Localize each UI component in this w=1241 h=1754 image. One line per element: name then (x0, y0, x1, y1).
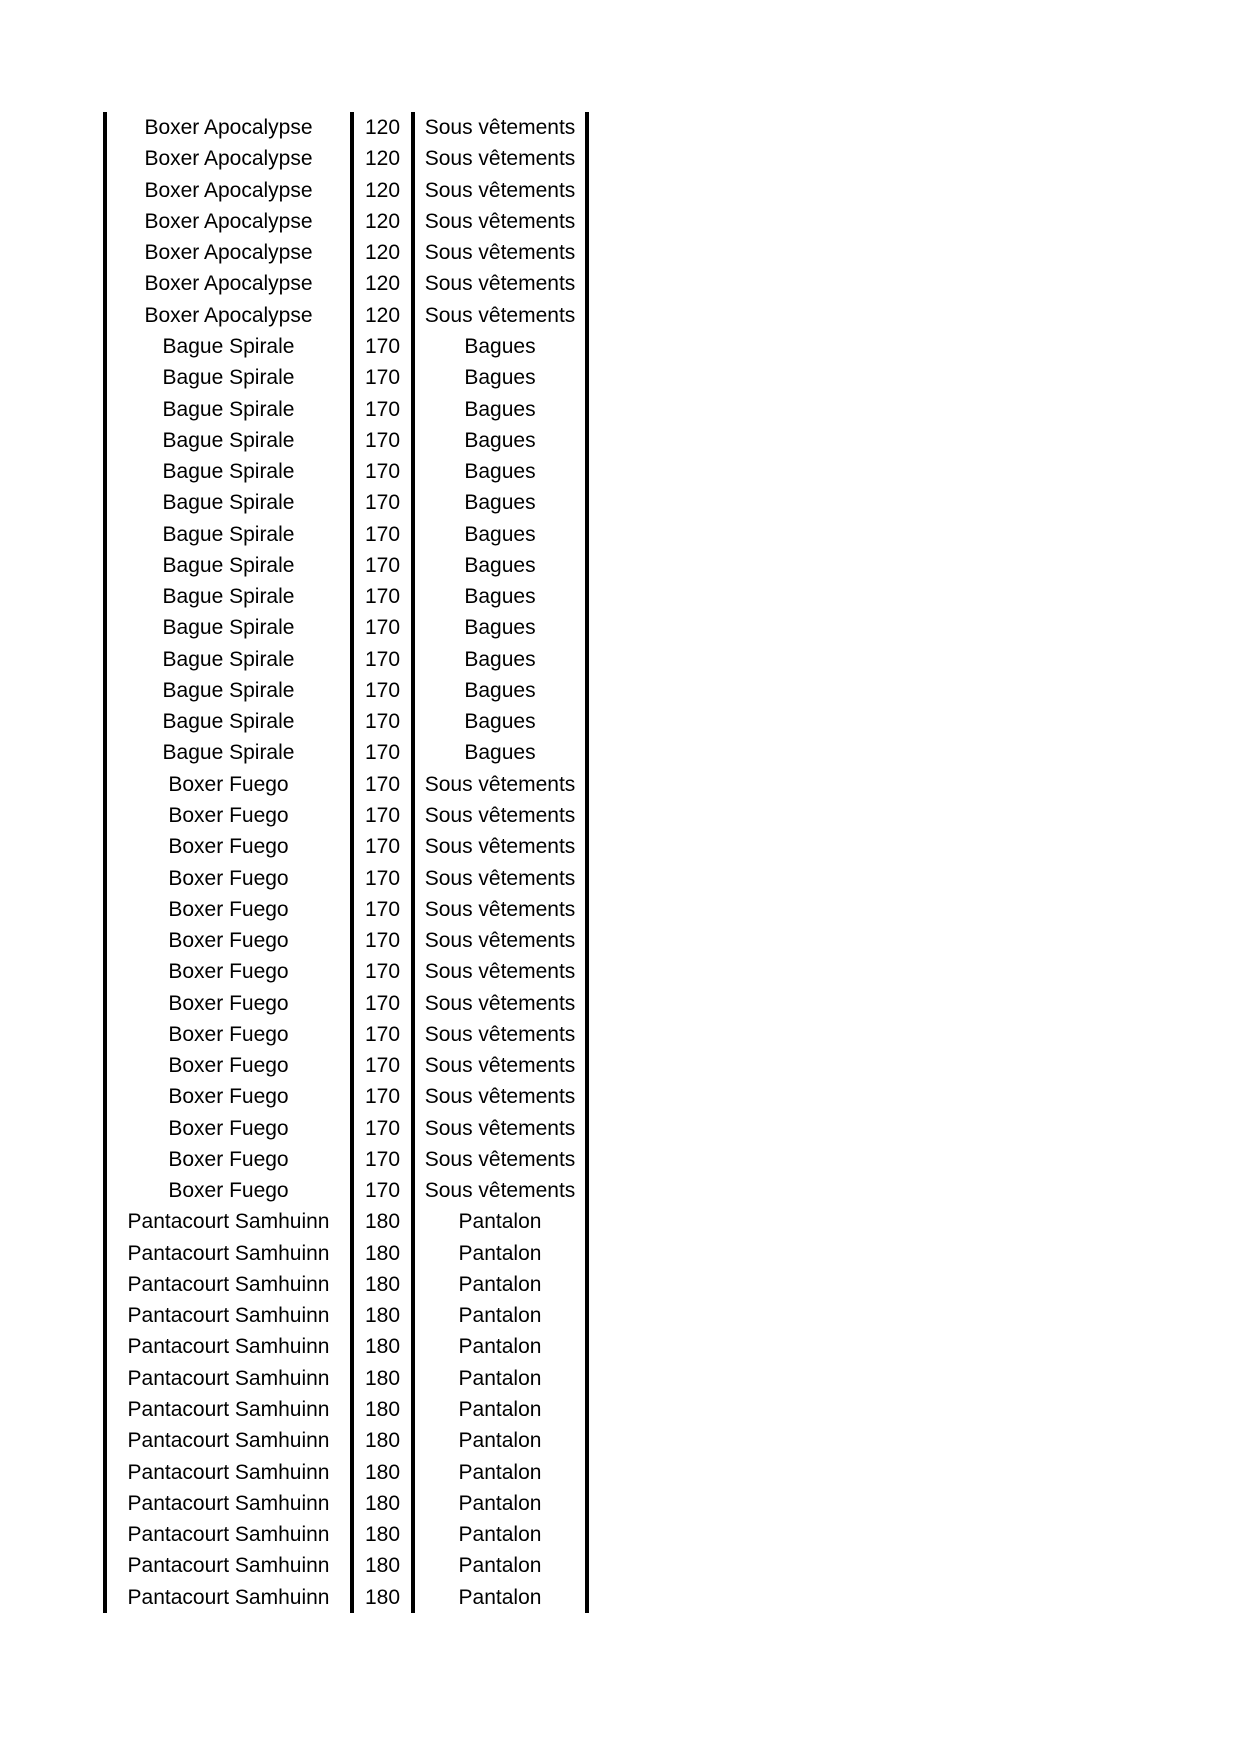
category-cell: Pantalon (458, 1366, 542, 1390)
product-cell: Boxer Fuego (168, 897, 289, 921)
price-cell: 170 (364, 491, 401, 515)
product-cell: Bague Spirale (162, 678, 295, 702)
product-cell: Bague Spirale (162, 460, 295, 484)
price-cell: 120 (364, 241, 401, 265)
table-row (103, 862, 589, 893)
price-cell: 180 (364, 1241, 401, 1265)
table-row (103, 800, 589, 831)
product-cell: Boxer Fuego (168, 960, 289, 984)
table-row (103, 1206, 589, 1237)
product-cell: Bague Spirale (162, 366, 295, 390)
category-cell: Sous vêtements (424, 1147, 576, 1171)
product-cell: Pantacourt Samhuinn (127, 1554, 330, 1578)
product-cell: Bague Spirale (162, 585, 295, 609)
table-row (103, 1175, 589, 1206)
table-row (103, 550, 589, 581)
category-cell: Sous vêtements (424, 1179, 576, 1203)
product-cell: Bague Spirale (162, 710, 295, 734)
price-cell: 170 (364, 1022, 401, 1046)
price-cell: 170 (364, 334, 401, 358)
product-cell: Boxer Fuego (168, 1147, 289, 1171)
price-cell: 170 (364, 366, 401, 390)
product-cell: Bague Spirale (162, 522, 295, 546)
price-cell: 170 (364, 991, 401, 1015)
table-row (103, 644, 589, 675)
product-cell: Pantacourt Samhuinn (127, 1335, 330, 1359)
category-cell: Bagues (464, 428, 536, 452)
product-cell: Pantacourt Samhuinn (127, 1491, 330, 1515)
product-cell: Boxer Apocalypse (144, 209, 313, 233)
table-row (103, 1363, 589, 1394)
category-cell: Sous vêtements (424, 960, 576, 984)
category-cell: Bagues (464, 334, 536, 358)
price-cell: 180 (364, 1460, 401, 1484)
category-cell: Bagues (464, 397, 536, 421)
category-cell: Pantalon (458, 1523, 542, 1547)
price-cell: 170 (364, 678, 401, 702)
price-cell: 170 (364, 616, 401, 640)
price-cell: 180 (364, 1554, 401, 1578)
price-cell: 170 (364, 1054, 401, 1078)
category-cell: Sous vêtements (424, 991, 576, 1015)
table-row (103, 362, 589, 393)
table-rows (103, 112, 589, 1613)
price-cell: 170 (364, 647, 401, 671)
table-row (103, 268, 589, 299)
table-row (103, 1488, 589, 1519)
category-cell: Sous vêtements (424, 241, 576, 265)
category-cell: Pantalon (458, 1491, 542, 1515)
price-cell: 170 (364, 741, 401, 765)
category-cell: Bagues (464, 710, 536, 734)
table-row (103, 112, 589, 143)
product-cell: Pantacourt Samhuinn (127, 1523, 330, 1547)
product-cell: Bague Spirale (162, 553, 295, 577)
table-row (103, 1456, 589, 1487)
category-cell: Sous vêtements (424, 1116, 576, 1140)
category-cell: Bagues (464, 491, 536, 515)
product-cell: Pantacourt Samhuinn (127, 1304, 330, 1328)
product-cell: Bague Spirale (162, 334, 295, 358)
table-row (103, 143, 589, 174)
price-cell: 120 (364, 178, 401, 202)
category-cell: Sous vêtements (424, 147, 576, 171)
category-cell: Sous vêtements (424, 178, 576, 202)
table-row (103, 706, 589, 737)
table-row (103, 1425, 589, 1456)
product-cell: Boxer Fuego (168, 772, 289, 796)
price-cell: 180 (364, 1585, 401, 1609)
price-cell: 170 (364, 803, 401, 827)
price-cell: 170 (364, 1179, 401, 1203)
category-cell: Sous vêtements (424, 929, 576, 953)
table-row (103, 956, 589, 987)
product-cell: Boxer Fuego (168, 835, 289, 859)
product-cell: Boxer Fuego (168, 991, 289, 1015)
product-cell: Boxer Apocalypse (144, 147, 313, 171)
table-row (103, 425, 589, 456)
table-row (103, 737, 589, 768)
price-cell: 170 (364, 772, 401, 796)
price-cell: 170 (364, 1147, 401, 1171)
table-row (103, 769, 589, 800)
price-cell: 170 (364, 585, 401, 609)
price-cell: 120 (364, 116, 401, 140)
price-cell: 120 (364, 303, 401, 327)
category-cell: Sous vêtements (424, 803, 576, 827)
price-cell: 170 (364, 553, 401, 577)
price-cell: 180 (364, 1429, 401, 1453)
product-cell: Boxer Apocalypse (144, 178, 313, 202)
product-cell: Boxer Fuego (168, 929, 289, 953)
table-row (103, 300, 589, 331)
table-row (103, 456, 589, 487)
table-row (103, 1050, 589, 1081)
price-cell: 170 (364, 960, 401, 984)
price-cell: 180 (364, 1523, 401, 1547)
category-cell: Sous vêtements (424, 835, 576, 859)
product-cell: Boxer Fuego (168, 1085, 289, 1109)
table-row (103, 518, 589, 549)
product-cell: Pantacourt Samhuinn (127, 1241, 330, 1265)
table-row (103, 237, 589, 268)
product-cell: Bague Spirale (162, 397, 295, 421)
category-cell: Sous vêtements (424, 897, 576, 921)
table-row (103, 1081, 589, 1112)
table-row (103, 894, 589, 925)
category-cell: Sous vêtements (424, 272, 576, 296)
table-row (103, 831, 589, 862)
table-row (103, 206, 589, 237)
product-cell: Boxer Apocalypse (144, 241, 313, 265)
product-cell: Pantacourt Samhuinn (127, 1585, 330, 1609)
product-cell: Pantacourt Samhuinn (127, 1460, 330, 1484)
product-cell: Pantacourt Samhuinn (127, 1398, 330, 1422)
product-cell: Boxer Fuego (168, 1054, 289, 1078)
category-cell: Sous vêtements (424, 1085, 576, 1109)
category-cell: Sous vêtements (424, 209, 576, 233)
table-row (103, 1581, 589, 1612)
product-cell: Boxer Apocalypse (144, 116, 313, 140)
product-cell: Pantacourt Samhuinn (127, 1429, 330, 1453)
table-row (103, 1144, 589, 1175)
product-cell: Bague Spirale (162, 741, 295, 765)
product-cell: Bague Spirale (162, 428, 295, 452)
price-cell: 120 (364, 147, 401, 171)
category-cell: Pantalon (458, 1210, 542, 1234)
table-row (103, 175, 589, 206)
product-cell: Boxer Apocalypse (144, 272, 313, 296)
category-cell: Sous vêtements (424, 116, 576, 140)
table-row (103, 487, 589, 518)
category-cell: Bagues (464, 553, 536, 577)
price-cell: 180 (364, 1398, 401, 1422)
category-cell: Bagues (464, 741, 536, 765)
price-cell: 170 (364, 929, 401, 953)
table-row (103, 1269, 589, 1300)
price-cell: 180 (364, 1304, 401, 1328)
product-cell: Pantacourt Samhuinn (127, 1210, 330, 1234)
category-cell: Sous vêtements (424, 303, 576, 327)
price-cell: 170 (364, 428, 401, 452)
table-row (103, 1550, 589, 1581)
category-cell: Sous vêtements (424, 1022, 576, 1046)
table-row (103, 1331, 589, 1362)
price-cell: 170 (364, 522, 401, 546)
table-row (103, 331, 589, 362)
category-cell: Pantalon (458, 1304, 542, 1328)
product-cell: Pantacourt Samhuinn (127, 1272, 330, 1296)
product-cell: Bague Spirale (162, 647, 295, 671)
table-row (103, 987, 589, 1018)
category-cell: Bagues (464, 647, 536, 671)
category-cell: Pantalon (458, 1335, 542, 1359)
price-cell: 170 (364, 1085, 401, 1109)
category-cell: Bagues (464, 460, 536, 484)
price-cell: 170 (364, 710, 401, 734)
table-row (103, 393, 589, 424)
category-cell: Pantalon (458, 1585, 542, 1609)
product-cell: Boxer Fuego (168, 1022, 289, 1046)
category-cell: Sous vêtements (424, 866, 576, 890)
category-cell: Pantalon (458, 1460, 542, 1484)
product-cell: Bague Spirale (162, 491, 295, 515)
price-cell: 170 (364, 1116, 401, 1140)
table-row (103, 1394, 589, 1425)
product-cell: Boxer Fuego (168, 1116, 289, 1140)
price-cell: 170 (364, 460, 401, 484)
category-cell: Pantalon (458, 1398, 542, 1422)
category-cell: Bagues (464, 616, 536, 640)
category-cell: Pantalon (458, 1241, 542, 1265)
category-cell: Bagues (464, 522, 536, 546)
price-cell: 180 (364, 1491, 401, 1515)
category-cell: Pantalon (458, 1272, 542, 1296)
category-cell: Bagues (464, 585, 536, 609)
product-cell: Boxer Fuego (168, 1179, 289, 1203)
category-cell: Pantalon (458, 1554, 542, 1578)
table-row (103, 675, 589, 706)
category-cell: Pantalon (458, 1429, 542, 1453)
product-cell: Boxer Apocalypse (144, 303, 313, 327)
table-row (103, 925, 589, 956)
category-cell: Sous vêtements (424, 1054, 576, 1078)
table-row (103, 581, 589, 612)
price-cell: 180 (364, 1335, 401, 1359)
price-cell: 180 (364, 1366, 401, 1390)
price-cell: 180 (364, 1210, 401, 1234)
price-cell: 170 (364, 866, 401, 890)
product-cell: Boxer Fuego (168, 866, 289, 890)
product-cell: Bague Spirale (162, 616, 295, 640)
price-cell: 120 (364, 209, 401, 233)
product-table (103, 112, 589, 1613)
product-cell: Boxer Fuego (168, 803, 289, 827)
table-row (103, 1113, 589, 1144)
category-cell: Sous vêtements (424, 772, 576, 796)
table-row (103, 1019, 589, 1050)
table-row (103, 1519, 589, 1550)
price-cell: 180 (364, 1272, 401, 1296)
product-cell: Pantacourt Samhuinn (127, 1366, 330, 1390)
price-cell: 170 (364, 397, 401, 421)
category-cell: Bagues (464, 366, 536, 390)
category-cell: Bagues (464, 678, 536, 702)
table-row (103, 1238, 589, 1269)
table-row (103, 1300, 589, 1331)
price-cell: 170 (364, 835, 401, 859)
table-row (103, 612, 589, 643)
price-cell: 120 (364, 272, 401, 296)
price-cell: 170 (364, 897, 401, 921)
